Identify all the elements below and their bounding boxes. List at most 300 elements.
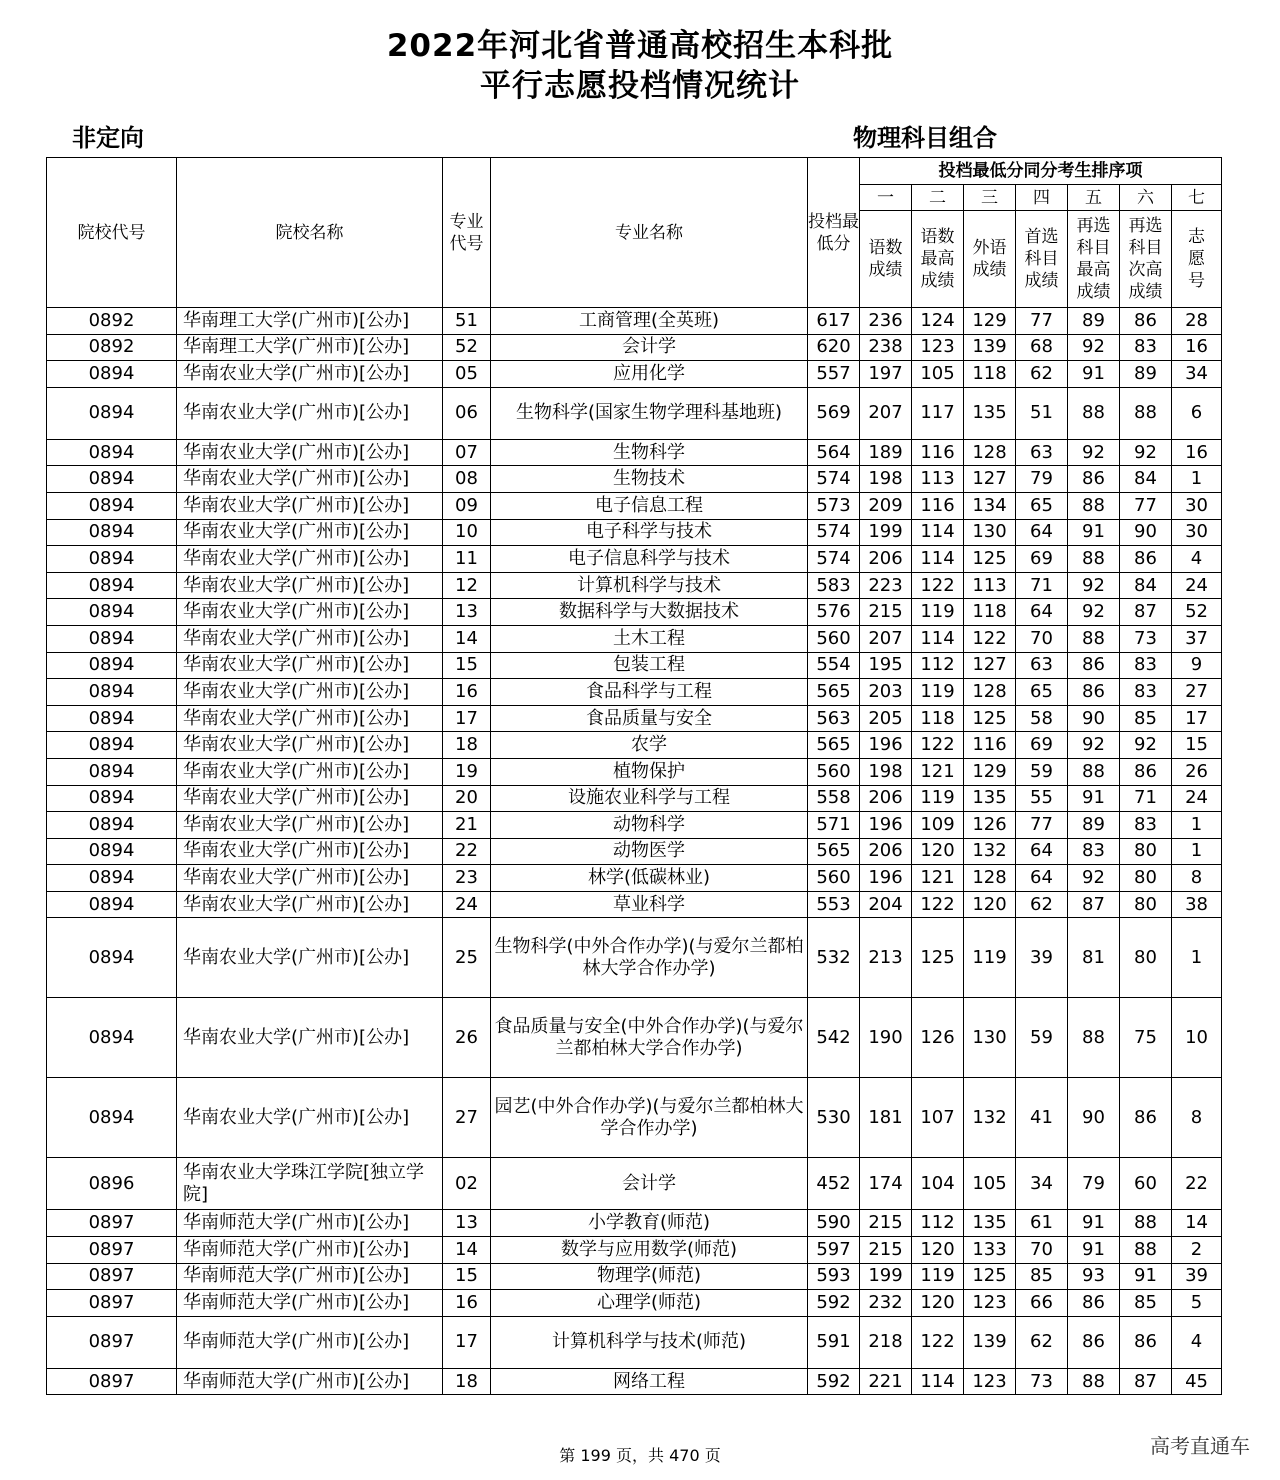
cell-rank-7: 1: [1172, 466, 1222, 493]
cell-major-code: 09: [443, 492, 491, 519]
cell-rank-2: 124: [912, 308, 964, 335]
cell-rank-3: 130: [964, 998, 1016, 1078]
cell-rank-1: 206: [860, 838, 912, 865]
cell-school-code: 0894: [47, 466, 177, 493]
cell-rank-3: 120: [964, 891, 1016, 918]
header-school-name: 院校名称: [177, 158, 443, 308]
cell-rank-1: 215: [860, 1210, 912, 1237]
cell-rank-5: 90: [1068, 1078, 1120, 1158]
cell-rank-6: 88: [1120, 1237, 1172, 1264]
cell-rank-2: 122: [912, 572, 964, 599]
cell-school-code: 0894: [47, 1078, 177, 1158]
cell-rank-5: 90: [1068, 705, 1120, 732]
cell-school-name: 华南农业大学(广州市)[公办]: [177, 838, 443, 865]
cell-school-name: 华南农业大学(广州市)[公办]: [177, 758, 443, 785]
cell-rank-5: 92: [1068, 439, 1120, 466]
cell-rank-1: 209: [860, 492, 912, 519]
cell-rank-1: 215: [860, 599, 912, 626]
cell-rank-3: 128: [964, 439, 1016, 466]
cell-major-name: 电子信息工程: [491, 492, 808, 519]
table-row: [47, 1210, 1222, 1237]
table-row: [47, 652, 1222, 679]
header-rank-num: 三: [964, 185, 1016, 211]
header-rank-item: 语数成绩: [860, 211, 912, 308]
cell-major-name: 会计学: [491, 1158, 808, 1210]
watermark: 高考直通车: [1150, 1434, 1250, 1458]
cell-school-code: 0892: [47, 308, 177, 335]
cell-school-name: 华南师范大学(广州市)[公办]: [177, 1237, 443, 1264]
table-row: [47, 625, 1222, 652]
cell-school-name: 华南农业大学(广州市)[公办]: [177, 918, 443, 998]
cell-rank-4: 62: [1016, 361, 1068, 388]
cell-school-name: 华南农业大学(广州市)[公办]: [177, 732, 443, 759]
cell-rank-3: 113: [964, 572, 1016, 599]
cell-rank-7: 9: [1172, 652, 1222, 679]
cell-rank-7: 10: [1172, 998, 1222, 1078]
cell-major-code: 18: [443, 1368, 491, 1395]
cell-rank-1: 196: [860, 732, 912, 759]
cell-min-score: 569: [808, 387, 860, 439]
cell-rank-6: 86: [1120, 308, 1172, 335]
cell-rank-1: 198: [860, 466, 912, 493]
cell-rank-4: 58: [1016, 705, 1068, 732]
cell-rank-3: 118: [964, 361, 1016, 388]
cell-rank-1: 236: [860, 308, 912, 335]
cell-rank-6: 90: [1120, 519, 1172, 546]
table-row: [47, 334, 1222, 361]
cell-major-code: 08: [443, 466, 491, 493]
subtitle-subject-group: 物理科目组合: [853, 124, 997, 152]
cell-school-name: 华南农业大学(广州市)[公办]: [177, 785, 443, 812]
cell-rank-7: 38: [1172, 891, 1222, 918]
cell-major-code: 06: [443, 387, 491, 439]
cell-rank-4: 69: [1016, 732, 1068, 759]
cell-rank-7: 4: [1172, 1316, 1222, 1368]
cell-rank-3: 119: [964, 918, 1016, 998]
cell-rank-3: 128: [964, 865, 1016, 892]
cell-major-name: 食品质量与安全: [491, 705, 808, 732]
cell-school-name: 华南农业大学(广州市)[公办]: [177, 891, 443, 918]
cell-rank-4: 65: [1016, 492, 1068, 519]
cell-rank-4: 85: [1016, 1263, 1068, 1290]
cell-school-name: 华南农业大学(广州市)[公办]: [177, 865, 443, 892]
cell-major-name: 生物技术: [491, 466, 808, 493]
table-row: [47, 572, 1222, 599]
cell-rank-5: 91: [1068, 785, 1120, 812]
header-rank-item: 志愿号: [1172, 211, 1222, 308]
cell-rank-6: 80: [1120, 891, 1172, 918]
cell-rank-7: 26: [1172, 758, 1222, 785]
cell-rank-1: 189: [860, 439, 912, 466]
table-row: [47, 891, 1222, 918]
cell-rank-1: 204: [860, 891, 912, 918]
cell-rank-2: 122: [912, 732, 964, 759]
cell-rank-3: 125: [964, 705, 1016, 732]
cell-rank-6: 89: [1120, 361, 1172, 388]
cell-major-code: 26: [443, 998, 491, 1078]
cell-major-name: 生物科学(中外合作办学)(与爱尔兰都柏林大学合作办学): [491, 918, 808, 998]
cell-major-code: 20: [443, 785, 491, 812]
cell-major-name: 园艺(中外合作办学)(与爱尔兰都柏林大学合作办学): [491, 1078, 808, 1158]
cell-major-code: 15: [443, 1263, 491, 1290]
cell-school-code: 0897: [47, 1237, 177, 1264]
cell-rank-5: 88: [1068, 387, 1120, 439]
cell-rank-3: 132: [964, 838, 1016, 865]
cell-school-code: 0894: [47, 652, 177, 679]
cell-rank-1: 195: [860, 652, 912, 679]
cell-rank-2: 109: [912, 812, 964, 839]
cell-school-name: 华南师范大学(广州市)[公办]: [177, 1290, 443, 1317]
cell-major-name: 电子科学与技术: [491, 519, 808, 546]
cell-rank-3: 126: [964, 812, 1016, 839]
table-row: [47, 466, 1222, 493]
cell-rank-4: 77: [1016, 308, 1068, 335]
cell-major-code: 16: [443, 679, 491, 706]
cell-rank-4: 62: [1016, 1316, 1068, 1368]
cell-rank-6: 77: [1120, 492, 1172, 519]
cell-rank-7: 24: [1172, 785, 1222, 812]
table-row: [47, 492, 1222, 519]
cell-rank-6: 87: [1120, 1368, 1172, 1395]
cell-rank-2: 119: [912, 785, 964, 812]
cell-rank-2: 122: [912, 891, 964, 918]
cell-rank-4: 63: [1016, 652, 1068, 679]
cell-rank-3: 125: [964, 546, 1016, 573]
table-row: [47, 308, 1222, 335]
cell-major-code: 13: [443, 1210, 491, 1237]
cell-min-score: 452: [808, 1158, 860, 1210]
cell-school-code: 0894: [47, 891, 177, 918]
cell-rank-5: 86: [1068, 1316, 1120, 1368]
cell-min-score: 560: [808, 758, 860, 785]
cell-rank-7: 52: [1172, 599, 1222, 626]
cell-school-code: 0894: [47, 758, 177, 785]
cell-rank-7: 14: [1172, 1210, 1222, 1237]
cell-rank-7: 6: [1172, 387, 1222, 439]
cell-min-score: 593: [808, 1263, 860, 1290]
cell-school-name: 华南农业大学(广州市)[公办]: [177, 599, 443, 626]
cell-school-name: 华南理工大学(广州市)[公办]: [177, 308, 443, 335]
cell-rank-5: 83: [1068, 838, 1120, 865]
cell-school-name: 华南农业大学(广州市)[公办]: [177, 705, 443, 732]
cell-rank-7: 34: [1172, 361, 1222, 388]
cell-school-code: 0894: [47, 679, 177, 706]
cell-rank-7: 27: [1172, 679, 1222, 706]
cell-rank-4: 68: [1016, 334, 1068, 361]
cell-school-code: 0894: [47, 785, 177, 812]
cell-min-score: 542: [808, 998, 860, 1078]
cell-rank-6: 85: [1120, 705, 1172, 732]
cell-rank-5: 86: [1068, 466, 1120, 493]
cell-rank-1: 213: [860, 918, 912, 998]
cell-rank-6: 80: [1120, 918, 1172, 998]
cell-major-code: 51: [443, 308, 491, 335]
cell-rank-5: 86: [1068, 679, 1120, 706]
cell-rank-6: 60: [1120, 1158, 1172, 1210]
cell-rank-6: 75: [1120, 998, 1172, 1078]
cell-school-code: 0894: [47, 439, 177, 466]
cell-school-code: 0894: [47, 865, 177, 892]
cell-min-score: 592: [808, 1290, 860, 1317]
cell-rank-1: 206: [860, 785, 912, 812]
cell-major-code: 02: [443, 1158, 491, 1210]
cell-major-name: 物理学(师范): [491, 1263, 808, 1290]
cell-school-code: 0894: [47, 918, 177, 998]
cell-rank-5: 87: [1068, 891, 1120, 918]
cell-major-name: 农学: [491, 732, 808, 759]
header-rank-item: 再选科目最高成绩: [1068, 211, 1120, 308]
cell-rank-4: 64: [1016, 838, 1068, 865]
cell-min-score: 565: [808, 679, 860, 706]
cell-major-code: 11: [443, 546, 491, 573]
table-row: [47, 1237, 1222, 1264]
cell-rank-6: 83: [1120, 812, 1172, 839]
table-body: [47, 308, 1222, 1395]
table-header: [47, 158, 1222, 308]
cell-rank-1: 232: [860, 1290, 912, 1317]
header-rank-num: 七: [1172, 185, 1222, 211]
cell-school-name: 华南农业大学珠江学院[独立学院]: [177, 1158, 443, 1210]
cell-rank-4: 41: [1016, 1078, 1068, 1158]
cell-rank-6: 83: [1120, 652, 1172, 679]
cell-major-name: 心理学(师范): [491, 1290, 808, 1317]
cell-rank-1: 207: [860, 625, 912, 652]
cell-rank-4: 71: [1016, 572, 1068, 599]
cell-rank-3: 123: [964, 1368, 1016, 1395]
cell-major-code: 23: [443, 865, 491, 892]
cell-school-code: 0894: [47, 387, 177, 439]
cell-rank-2: 117: [912, 387, 964, 439]
cell-rank-4: 70: [1016, 625, 1068, 652]
cell-school-name: 华南师范大学(广州市)[公办]: [177, 1263, 443, 1290]
cell-rank-6: 84: [1120, 572, 1172, 599]
cell-rank-3: 130: [964, 519, 1016, 546]
cell-school-name: 华南农业大学(广州市)[公办]: [177, 492, 443, 519]
cell-school-code: 0894: [47, 732, 177, 759]
cell-rank-3: 139: [964, 1316, 1016, 1368]
cell-min-score: 558: [808, 785, 860, 812]
cell-rank-5: 88: [1068, 1368, 1120, 1395]
cell-min-score: 583: [808, 572, 860, 599]
cell-school-code: 0896: [47, 1158, 177, 1210]
table-row: [47, 1078, 1222, 1158]
cell-major-name: 土木工程: [491, 625, 808, 652]
cell-school-code: 0894: [47, 812, 177, 839]
cell-rank-3: 127: [964, 466, 1016, 493]
cell-rank-5: 92: [1068, 334, 1120, 361]
cell-rank-1: 197: [860, 361, 912, 388]
cell-rank-7: 1: [1172, 838, 1222, 865]
cell-rank-5: 92: [1068, 865, 1120, 892]
cell-rank-5: 88: [1068, 546, 1120, 573]
cell-school-name: 华南理工大学(广州市)[公办]: [177, 334, 443, 361]
cell-major-code: 14: [443, 625, 491, 652]
subtitle-category: 非定向: [72, 124, 144, 152]
table-row: [47, 1368, 1222, 1395]
header-min-score: 投档最低分: [808, 158, 860, 308]
cell-rank-7: 45: [1172, 1368, 1222, 1395]
cell-rank-5: 89: [1068, 812, 1120, 839]
cell-major-code: 15: [443, 652, 491, 679]
cell-rank-1: 215: [860, 1237, 912, 1264]
cell-rank-3: 129: [964, 758, 1016, 785]
cell-min-score: 565: [808, 732, 860, 759]
cell-major-code: 27: [443, 1078, 491, 1158]
cell-school-name: 华南农业大学(广州市)[公办]: [177, 572, 443, 599]
cell-rank-4: 69: [1016, 546, 1068, 573]
cell-rank-1: 199: [860, 519, 912, 546]
cell-rank-3: 118: [964, 599, 1016, 626]
cell-rank-4: 51: [1016, 387, 1068, 439]
cell-rank-3: 135: [964, 785, 1016, 812]
cell-major-name: 动物医学: [491, 838, 808, 865]
cell-rank-6: 86: [1120, 1316, 1172, 1368]
cell-rank-4: 65: [1016, 679, 1068, 706]
cell-school-code: 0892: [47, 334, 177, 361]
cell-rank-7: 37: [1172, 625, 1222, 652]
cell-major-code: 14: [443, 1237, 491, 1264]
cell-major-name: 林学(低碳林业): [491, 865, 808, 892]
cell-min-score: 573: [808, 492, 860, 519]
cell-min-score: 563: [808, 705, 860, 732]
cell-rank-6: 88: [1120, 387, 1172, 439]
cell-rank-2: 122: [912, 1316, 964, 1368]
cell-rank-7: 4: [1172, 546, 1222, 573]
table-row: [47, 785, 1222, 812]
cell-min-score: 591: [808, 1316, 860, 1368]
header-rank-num: 二: [912, 185, 964, 211]
cell-rank-6: 85: [1120, 1290, 1172, 1317]
cell-rank-1: 203: [860, 679, 912, 706]
cell-rank-4: 79: [1016, 466, 1068, 493]
cell-rank-1: 221: [860, 1368, 912, 1395]
cell-rank-1: 196: [860, 865, 912, 892]
header-major-code: 专业代号: [443, 158, 491, 308]
cell-school-name: 华南农业大学(广州市)[公办]: [177, 998, 443, 1078]
cell-rank-3: 135: [964, 1210, 1016, 1237]
header-major-name: 专业名称: [491, 158, 808, 308]
cell-school-code: 0894: [47, 361, 177, 388]
cell-rank-5: 88: [1068, 625, 1120, 652]
cell-rank-2: 112: [912, 652, 964, 679]
cell-rank-1: 206: [860, 546, 912, 573]
cell-rank-1: 198: [860, 758, 912, 785]
cell-min-score: 530: [808, 1078, 860, 1158]
cell-rank-7: 39: [1172, 1263, 1222, 1290]
cell-rank-1: 207: [860, 387, 912, 439]
cell-major-code: 52: [443, 334, 491, 361]
cell-major-name: 应用化学: [491, 361, 808, 388]
cell-rank-1: 223: [860, 572, 912, 599]
table-row: [47, 838, 1222, 865]
cell-rank-7: 22: [1172, 1158, 1222, 1210]
table-row: [47, 361, 1222, 388]
cell-school-code: 0894: [47, 519, 177, 546]
cell-rank-7: 24: [1172, 572, 1222, 599]
cell-rank-3: 139: [964, 334, 1016, 361]
cell-min-score: 617: [808, 308, 860, 335]
cell-rank-3: 122: [964, 625, 1016, 652]
cell-rank-2: 119: [912, 679, 964, 706]
cell-rank-4: 66: [1016, 1290, 1068, 1317]
cell-major-name: 小学教育(师范): [491, 1210, 808, 1237]
cell-rank-6: 71: [1120, 785, 1172, 812]
cell-rank-5: 88: [1068, 758, 1120, 785]
cell-rank-4: 62: [1016, 891, 1068, 918]
cell-min-score: 620: [808, 334, 860, 361]
cell-school-name: 华南农业大学(广州市)[公办]: [177, 439, 443, 466]
cell-rank-6: 86: [1120, 758, 1172, 785]
cell-major-code: 18: [443, 732, 491, 759]
cell-school-name: 华南农业大学(广州市)[公办]: [177, 466, 443, 493]
cell-rank-1: 199: [860, 1263, 912, 1290]
cell-rank-7: 28: [1172, 308, 1222, 335]
cell-min-score: 532: [808, 918, 860, 998]
cell-major-name: 数据科学与大数据技术: [491, 599, 808, 626]
cell-school-code: 0897: [47, 1210, 177, 1237]
cell-school-name: 华南农业大学(广州市)[公办]: [177, 652, 443, 679]
cell-rank-3: 105: [964, 1158, 1016, 1210]
cell-rank-2: 123: [912, 334, 964, 361]
cell-rank-3: 133: [964, 1237, 1016, 1264]
cell-min-score: 574: [808, 546, 860, 573]
cell-min-score: 557: [808, 361, 860, 388]
cell-school-code: 0894: [47, 705, 177, 732]
cell-rank-4: 70: [1016, 1237, 1068, 1264]
cell-rank-5: 86: [1068, 1290, 1120, 1317]
cell-rank-2: 114: [912, 1368, 964, 1395]
table-row: [47, 705, 1222, 732]
cell-school-name: 华南农业大学(广州市)[公办]: [177, 387, 443, 439]
cell-rank-4: 73: [1016, 1368, 1068, 1395]
cell-rank-5: 91: [1068, 519, 1120, 546]
cell-rank-2: 107: [912, 1078, 964, 1158]
header-rank-item: 外语成绩: [964, 211, 1016, 308]
page-title-line1: 2022年河北省普通高校招生本科批: [386, 28, 894, 64]
cell-rank-6: 86: [1120, 1078, 1172, 1158]
cell-rank-6: 91: [1120, 1263, 1172, 1290]
cell-rank-2: 119: [912, 1263, 964, 1290]
cell-rank-4: 63: [1016, 439, 1068, 466]
cell-major-code: 16: [443, 1290, 491, 1317]
cell-major-name: 食品科学与工程: [491, 679, 808, 706]
cell-min-score: 565: [808, 838, 860, 865]
cell-major-name: 草业科学: [491, 891, 808, 918]
cell-major-code: 24: [443, 891, 491, 918]
header-rank-num: 一: [860, 185, 912, 211]
table-row: [47, 1158, 1222, 1210]
cell-rank-4: 55: [1016, 785, 1068, 812]
cell-rank-6: 92: [1120, 732, 1172, 759]
cell-rank-6: 80: [1120, 865, 1172, 892]
cell-major-name: 生物科学(国家生物学理科基地班): [491, 387, 808, 439]
cell-rank-1: 190: [860, 998, 912, 1078]
cell-school-code: 0897: [47, 1290, 177, 1317]
cell-rank-6: 87: [1120, 599, 1172, 626]
cell-rank-5: 89: [1068, 308, 1120, 335]
cell-rank-4: 64: [1016, 599, 1068, 626]
cell-min-score: 574: [808, 466, 860, 493]
cell-rank-7: 8: [1172, 865, 1222, 892]
header-rank-num: 四: [1016, 185, 1068, 211]
cell-rank-2: 105: [912, 361, 964, 388]
cell-rank-3: 116: [964, 732, 1016, 759]
cell-major-name: 设施农业科学与工程: [491, 785, 808, 812]
cell-rank-7: 1: [1172, 812, 1222, 839]
cell-rank-7: 17: [1172, 705, 1222, 732]
cell-rank-4: 64: [1016, 865, 1068, 892]
table-row: [47, 812, 1222, 839]
